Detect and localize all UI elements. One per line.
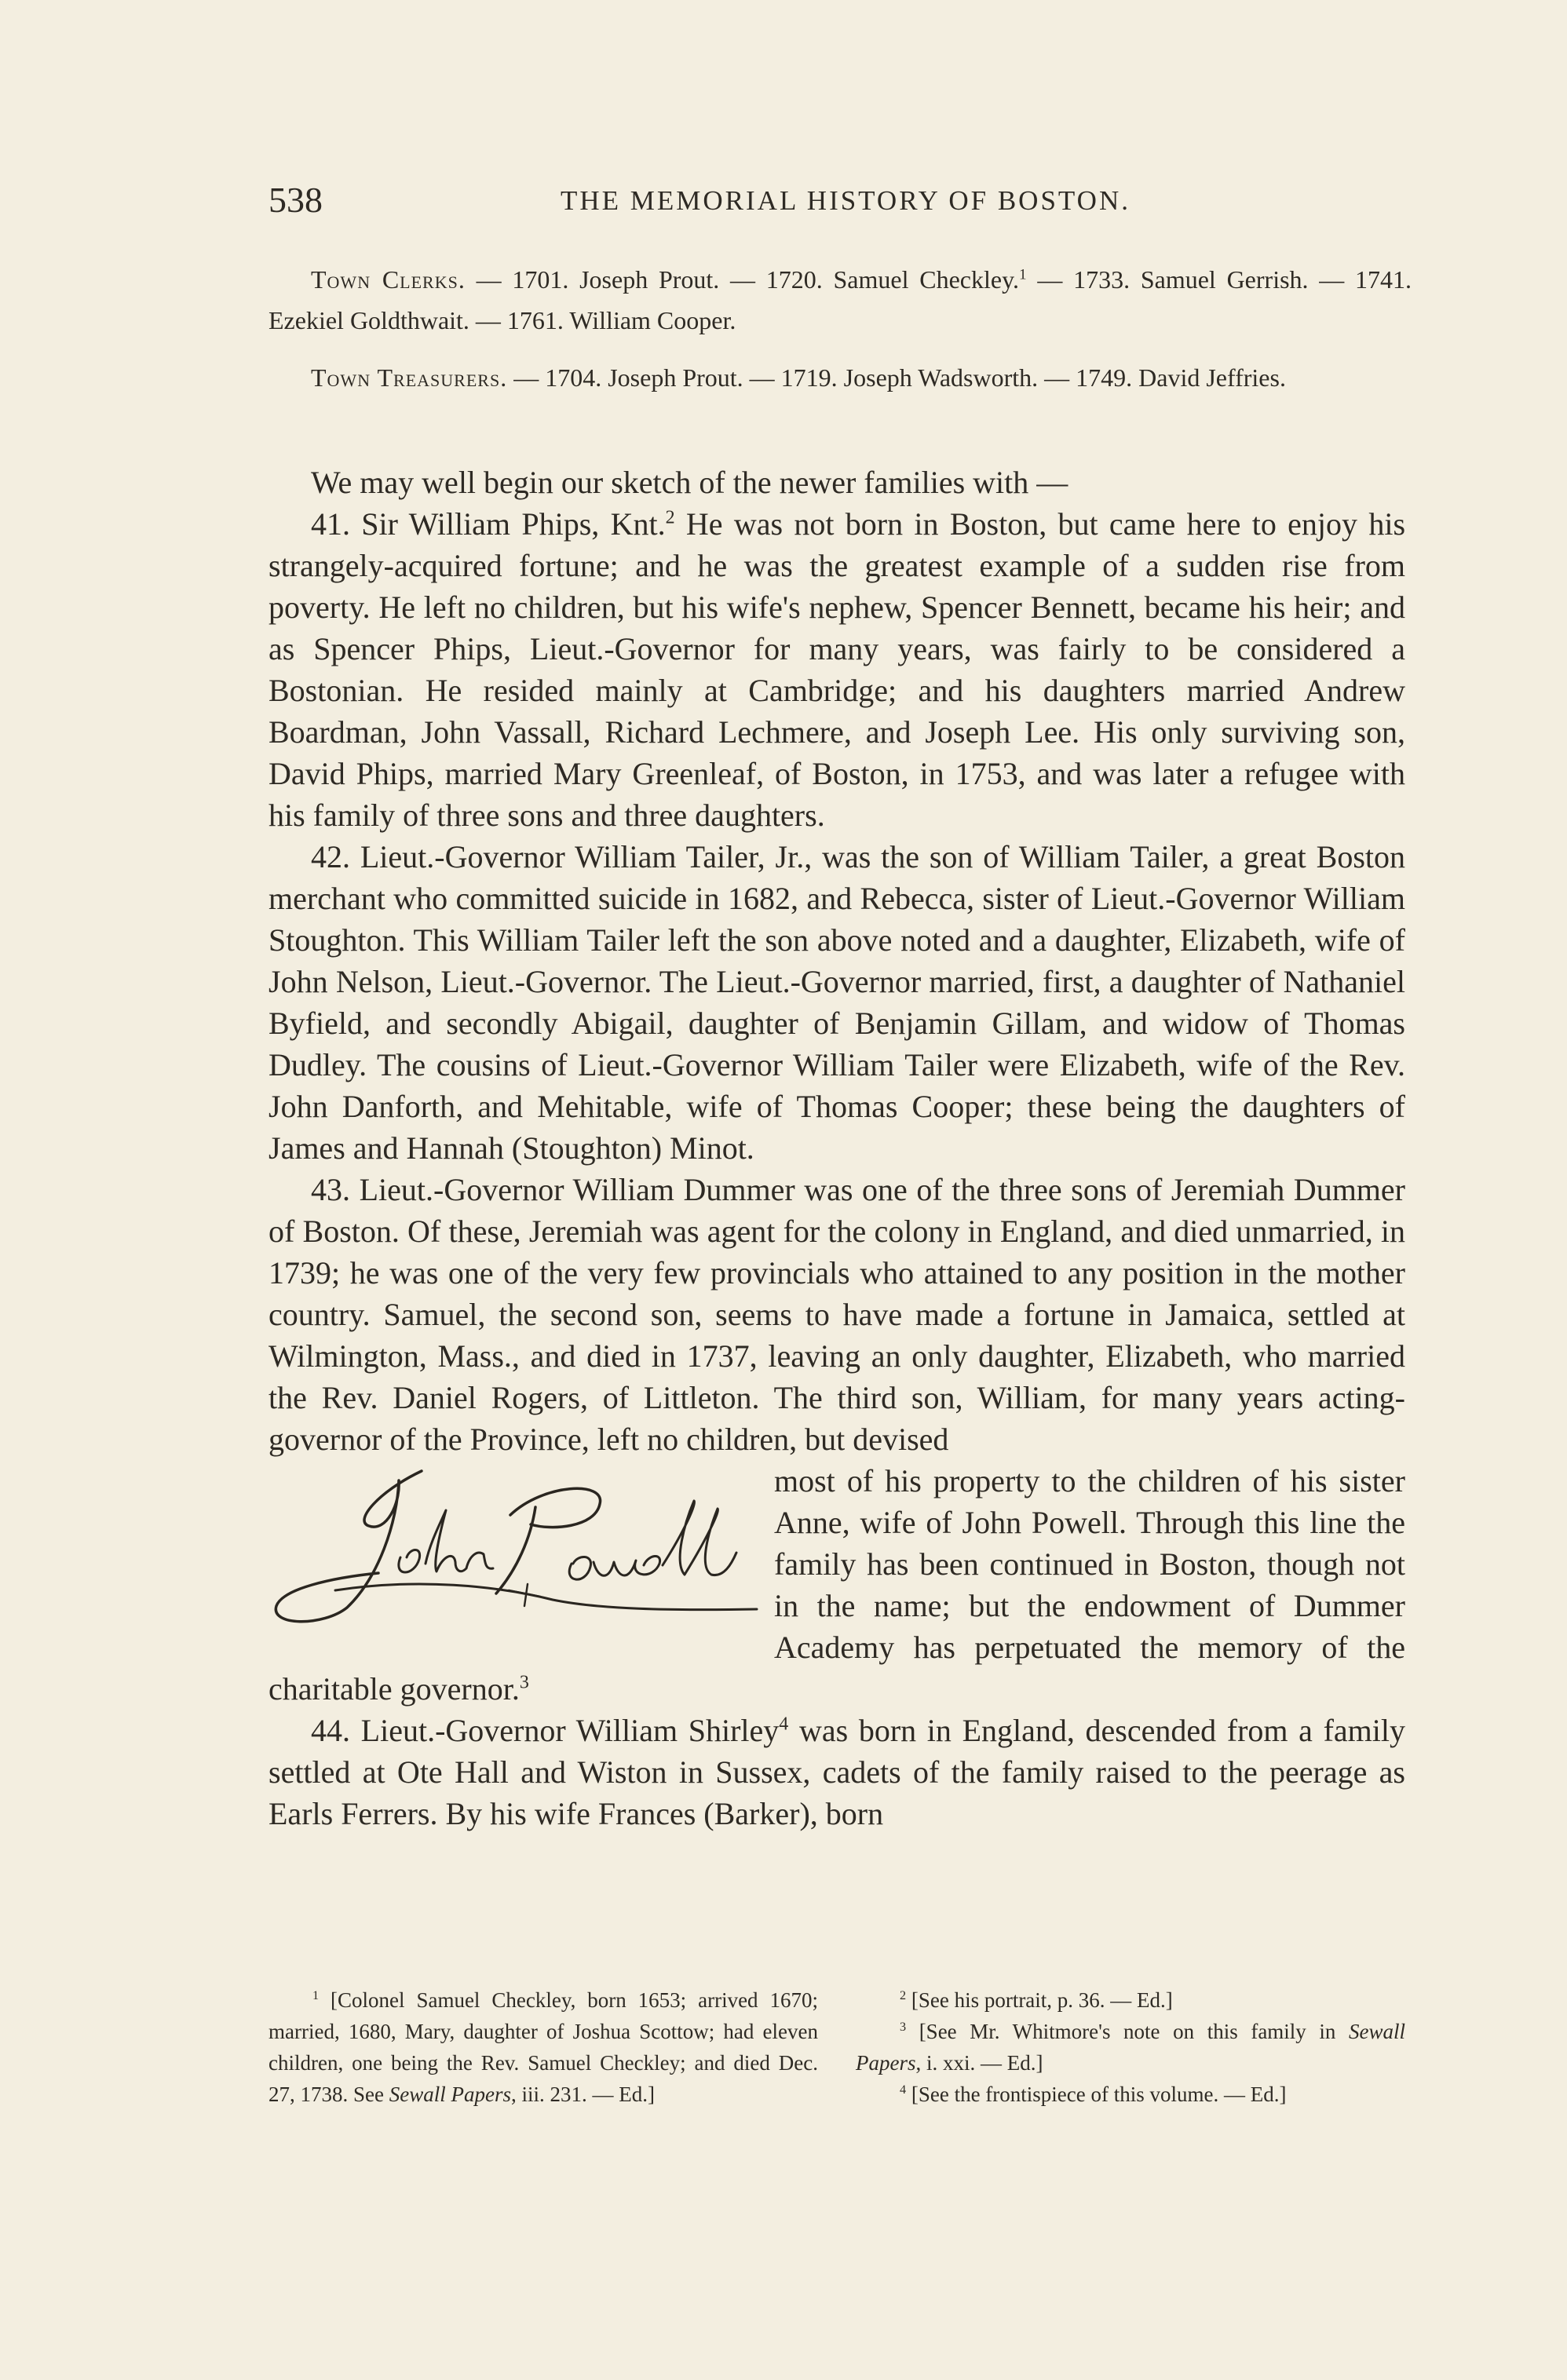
body-text <box>268 462 1405 1834</box>
town-treasurers-text: — 1704. Joseph Prout. — 1719. Joseph Wadsworth. — 1749. David Jeffries. <box>507 363 1286 392</box>
footnote-ref-1[interactable]: 1 <box>1019 266 1027 283</box>
running-title: THE MEMORIAL HISTORY OF BOSTON. <box>561 185 1131 216</box>
paragraph-44-text: was born in England, descended from a family settled at Ote Hall and Wiston in Sussex, cadets of the family raised to the peerage as Earls Ferrers. By his wife Frances (Barker), born <box>268 1713 1406 1831</box>
paragraph-44-lead: 44. Lieut.-Governor William Shirley <box>311 1713 780 1748</box>
footnotes-left-column <box>268 1984 818 2110</box>
signature-john-powell <box>268 1460 755 1634</box>
paragraph-44 <box>268 1710 1405 1834</box>
footnote-1-text: [Colonel Samuel Checkley, born 1653; arrived 1670; married, 1680, Mary, daughter of Joshua Scottow; had eleven children, one being the Rev. Samuel Checkley; and died Dec. 27, 1738. See <box>268 1988 818 2106</box>
footnote-2 <box>856 1984 1405 2016</box>
footnote-3 <box>856 2016 1405 2079</box>
footnotes-right-column <box>856 1984 1405 2110</box>
footnote-1-end: , iii. 231. — Ed.] <box>510 2082 655 2106</box>
footnote-4-text: [See the frontispiece of this volume. — Ed.] <box>906 2082 1287 2106</box>
footnote-ref-3[interactable]: 3 <box>519 1672 529 1693</box>
footnote-1-italic: Sewall Papers <box>389 2082 511 2106</box>
footnote-2-text: [See his portrait, p. 36. — Ed.] <box>906 1988 1173 2012</box>
footnote-2-mark: 2 <box>900 1988 907 2002</box>
footnote-3-italic: Sewall Papers <box>856 2020 1405 2075</box>
page-number: 538 <box>268 180 323 220</box>
footnote-1 <box>268 1984 818 2110</box>
paragraph-43 <box>268 1169 1405 1460</box>
intro-paragraph: We may well begin our sketch of the newer families with — <box>311 465 1068 500</box>
running-head <box>268 179 1423 234</box>
paragraph-42: 42. Lieut.-Governor William Tailer, Jr., was the son of William Tailer, a great Boston merchant who committed suicide in 1682, and Rebecca, sister of Lieut.-Governor William Stoughton. This William Tailer left the son above noted and a daughter, Elizabeth, wife of John Nelson, Lieut.-Governor. The Lieut.-Governor married, first, a daughter of Nathaniel Byfield, and secondly Abigail, daughter of Benjamin Gillam, and widow of Thomas Dudley. The cousins of Lieut.-Governor William Tailer were Elizabeth, wife of the Rev. John Danforth, and Mehitable, wife of Thomas Cooper; these being the daughters of James and Hannah (Stoughton) Minot. <box>268 839 1405 1166</box>
footnote-3-text: [See Mr. Whitmore's note on this family in <box>906 2020 1349 2043</box>
footnote-1-mark: 1 <box>312 1988 320 2002</box>
paragraph-41 <box>268 503 1405 836</box>
footnote-ref-4[interactable]: 4 <box>779 1714 789 1735</box>
paragraph-41-text: He was not born in Boston, but came here to enjoy his strangely-acquired fortune; and he was the greatest example of a sudden rise from poverty. He left no children, but his wife's nephew, Spencer Bennett, became his heir; and as Spencer Phips, Lieut.-Governor for many years, was fairly to be considered a Bostonian. He resided mainly at Cambridge; and his daughters married Andrew Boardman, John Vassall, Richard Lechmere, and Joseph Lee. His only surviving son, David Phips, married Mary Greenleaf, of Boston, in 1753, and was later a refugee with his family of three sons and three daughters. <box>268 506 1406 833</box>
town-clerks-text-2: — 1733. Samuel Gerrish. — 1741. Ezekiel Goldthwait. — 1761. William Cooper. <box>268 265 1412 334</box>
paragraph-43-text: 43. Lieut.-Governor William Dummer was one of the three sons of Jeremiah Dummer of Boston. Of these, Jeremiah was agent for the colony in England, and died unmarried, in 1739; he was one of the very few provincials who attained to any position in the mother country. Samuel, the second son, seems to have made a fortune in Jamaica, settled at Wilmington, Mass., and died in 1737, leaving an only daughter, Elizabeth, who married the Rev. Daniel Rogers, of Littleton. The third son, William, for many years acting-governor of the Province, left no children, but devised <box>268 1172 1405 1457</box>
footnote-3-end: , i. xxi. — Ed.] <box>915 2051 1043 2075</box>
paragraph-43-continued-text: most of his property to the children of his sister Anne, wife of John Powell. Through this line the family has been continued in Boston, though not in the name; but the endowment of Dummer Academy has perpetuated the memory of the charitable governor. <box>268 1463 1405 1707</box>
town-clerks-text-1: — 1701. Joseph Prout. — 1720. Samuel Checkley. <box>465 265 1020 294</box>
footnote-ref-2[interactable]: 2 <box>665 507 675 528</box>
town-clerks-list <box>268 259 1412 341</box>
footnote-4-mark: 4 <box>900 2082 907 2097</box>
signature-image <box>261 1460 763 1634</box>
town-clerks-heading: Town Clerks. <box>311 265 466 294</box>
town-treasurers-list <box>268 357 1412 398</box>
footnote-3-mark: 3 <box>900 2020 907 2034</box>
footnote-4 <box>856 2079 1405 2110</box>
town-treasurers-heading: Town Treasurers. <box>311 363 508 392</box>
paragraph-41-lead: 41. Sir William Phips, Knt. <box>311 506 666 542</box>
